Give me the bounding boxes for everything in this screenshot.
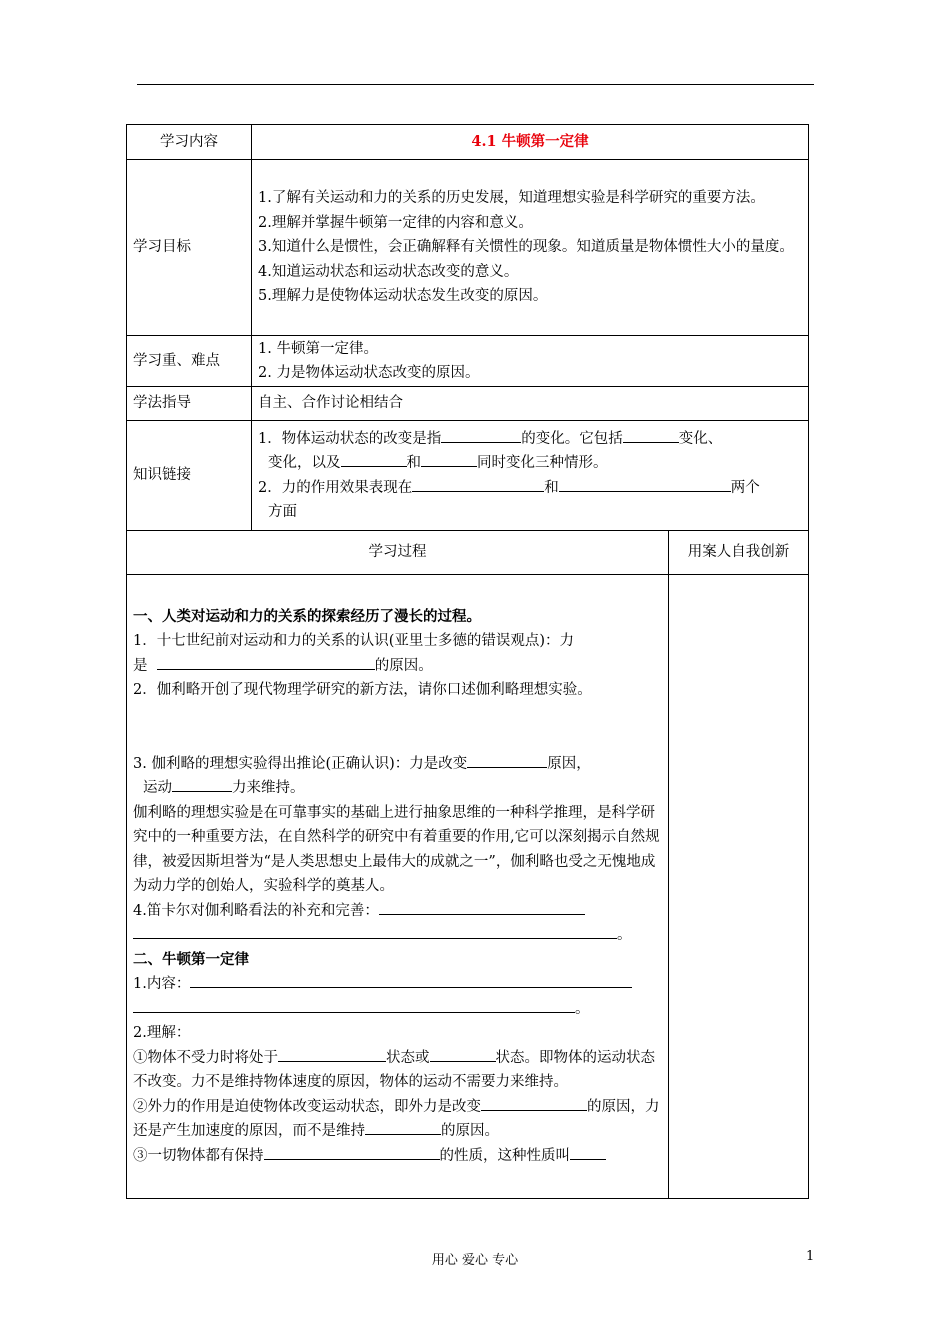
process-text: 4.笛卡尔对伽利略看法的补充和完善： bbox=[133, 902, 379, 919]
knowledge-text: 变化、 bbox=[678, 430, 723, 447]
process-text: 运动 bbox=[143, 780, 172, 797]
objective-item: 5.理解力是使物体运动状态发生改变的原因。 bbox=[258, 288, 548, 305]
fill-blank[interactable] bbox=[570, 1144, 606, 1160]
knowledge-text: 两个 bbox=[730, 479, 760, 496]
process-text: 2.理解： bbox=[133, 1025, 191, 1042]
method-label: 学法指导 bbox=[127, 387, 252, 421]
fill-blank[interactable] bbox=[264, 1144, 440, 1160]
fill-blank[interactable] bbox=[365, 1119, 441, 1135]
process-text: ③一切物体都有保持 bbox=[133, 1147, 264, 1164]
fill-blank[interactable] bbox=[133, 997, 575, 1013]
knowledge-text: 的变化。它包括 bbox=[521, 430, 623, 447]
process-text: ①物体不受力时将处于 bbox=[133, 1049, 278, 1066]
process-text: 1.内容： bbox=[133, 976, 191, 993]
keypoints-label: 学习重、难点 bbox=[127, 336, 252, 387]
fill-blank[interactable] bbox=[421, 451, 477, 467]
process-text: 力来维持。 bbox=[232, 780, 305, 797]
fill-blank[interactable] bbox=[481, 1095, 587, 1111]
content-label: 学习内容 bbox=[127, 125, 252, 160]
process-body bbox=[127, 575, 669, 1199]
method-text: 自主、合作讨论相结合 bbox=[252, 387, 809, 421]
process-text: 。 bbox=[617, 927, 632, 944]
knowledge-text: 2．力的作用效果表现在 bbox=[258, 479, 413, 496]
fill-blank[interactable] bbox=[412, 476, 544, 492]
page-number: 1 bbox=[806, 1249, 815, 1264]
knowledge-text: 和 bbox=[406, 455, 421, 471]
process-text: 状态或 bbox=[386, 1049, 430, 1066]
knowledge-body bbox=[252, 421, 809, 531]
process-text: 原因， bbox=[547, 755, 591, 772]
self-innovation-column[interactable] bbox=[669, 575, 809, 1199]
process-text: 的原因，力还是产生加速度的原因，而不是维持 bbox=[133, 1098, 660, 1140]
process-text: 1．十七世纪前对运动和力的关系的认识(亚里士多德的错误观点)：力 bbox=[133, 633, 575, 650]
process-text: 状态。即物体的运动状态不改变。力不是维持物体速度的原因，物体的运动不需要力来维持。 bbox=[133, 1049, 655, 1091]
knowledge-text: 方面 bbox=[268, 504, 297, 520]
objective-item: 2.理解并掌握牛顿第一定律的内容和意义。 bbox=[258, 214, 533, 231]
fill-blank[interactable] bbox=[157, 654, 375, 670]
process-text: 的原因。 bbox=[441, 1123, 499, 1140]
fill-blank[interactable] bbox=[467, 752, 547, 768]
section-title: 一、人类对运动和力的关系的探索经历了漫长的过程。 bbox=[133, 607, 481, 625]
knowledge-text: 变化，以及 bbox=[268, 455, 341, 471]
process-text: 。 bbox=[575, 1000, 590, 1017]
fill-blank[interactable] bbox=[341, 451, 407, 467]
fill-blank[interactable] bbox=[441, 427, 521, 443]
process-text: 的性质，这种性质叫 bbox=[439, 1147, 570, 1164]
side-header: 用案人自我创新 bbox=[669, 531, 809, 575]
process-paragraph: 伽利略的理想实验是在可靠事实的基础上进行抽象思维的一种科学推理，是科学研究中的一种重要方法，在自然科学的研究中有着重要的作用,它可以深刻揭示自然规律，被爱因斯坦誉为“是人类思想史上最伟大的成就之一”，伽利略也受之无愧地成为动力学的创始人，实验科学的奠基人。 bbox=[133, 804, 660, 895]
objectives-label: 学习目标 bbox=[127, 160, 252, 336]
process-text: 2．伽利略开创了现代物理学研究的新方法，请你口述伽利略理想实验。 bbox=[133, 682, 592, 699]
fill-blank[interactable] bbox=[278, 1046, 386, 1062]
process-text: 的原因。 bbox=[374, 657, 433, 674]
fill-blank[interactable] bbox=[190, 972, 632, 988]
fill-blank[interactable] bbox=[172, 776, 232, 792]
knowledge-label: 知识链接 bbox=[127, 421, 252, 531]
knowledge-text: 同时变化三种情形。 bbox=[477, 455, 608, 471]
fill-blank[interactable] bbox=[133, 923, 617, 939]
objective-item: 3.知道什么是惯性，会正确解释有关惯性的现象。知道质量是物体惯性大小的量度。 bbox=[258, 239, 794, 256]
fill-blank[interactable] bbox=[379, 899, 585, 915]
keypoints-list bbox=[252, 336, 809, 387]
objective-item: 1.了解有关运动和力的关系的历史发展，知道理想实验是科学研究的重要方法。 bbox=[258, 190, 765, 207]
knowledge-text: 1．物体运动状态的改变是指 bbox=[258, 430, 442, 447]
keypoint-item: 2. 力是物体运动状态改变的原因。 bbox=[258, 365, 480, 381]
process-text: 是 bbox=[133, 657, 148, 674]
process-header: 学习过程 bbox=[127, 531, 669, 575]
knowledge-text: 和 bbox=[544, 479, 559, 496]
lesson-plan-table bbox=[126, 124, 809, 1199]
fill-blank[interactable] bbox=[430, 1046, 496, 1062]
header-rule bbox=[137, 84, 814, 85]
process-text: ②外力的作用是迫使物体改变运动状态，即外力是改变 bbox=[133, 1098, 481, 1115]
page-title: 4.1 牛顿第一定律 bbox=[252, 125, 809, 160]
objectives-list bbox=[252, 160, 809, 336]
footer-text: 用心 爱心 专心 bbox=[431, 1253, 519, 1268]
process-text: 3. 伽利略的理想实验得出推论(正确认识)：力是改变 bbox=[133, 755, 468, 772]
fill-blank[interactable] bbox=[559, 476, 731, 492]
objective-item: 4.知道运动状态和运动状态改变的意义。 bbox=[258, 263, 519, 280]
fill-blank[interactable] bbox=[623, 427, 679, 443]
section-title: 二、牛顿第一定律 bbox=[133, 950, 249, 968]
keypoint-item: 1. 牛顿第一定律。 bbox=[258, 340, 378, 357]
